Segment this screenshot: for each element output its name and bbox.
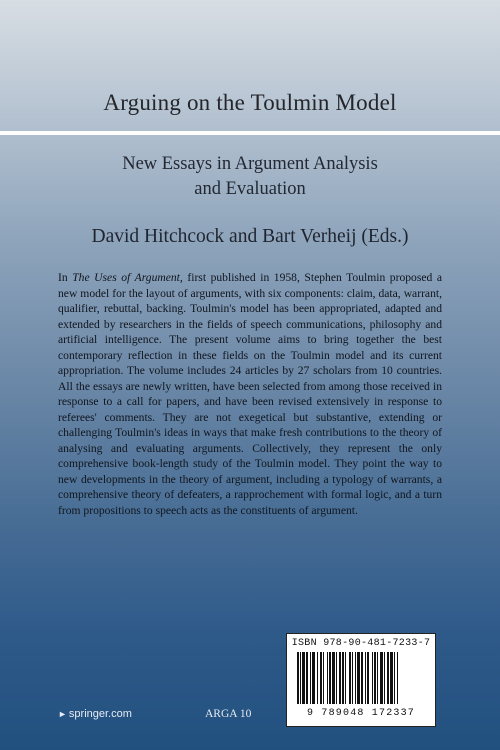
blurb-body: first published in 1958, Stephen Toulmin proposed a new model for the layout of arguments, with six components: claim, data, warrant, qualifier, rebuttal, backing. Toulmin's model has been appropriated, adapted and extended by researchers in the fields of speech communications, philosophy and artificial intelligence. The present volume aims to bring together the best contemporary reflection in these fields on the Toulmin model and its current appropriation. The volume includes 24 articles by 27 scholars from 10 countries. All the essays are newly written, have been selected from among those received in response to a call for papers, and have been revised extensively in response to referees' comments. They are not exegetical but substantive, extending or challenging Toulmin's ideas in ways that make fresh contributions to the theory of analysing and evaluating arguments. Collectively, they represent the only comprehensive book-length study of the Toulmin model. They point the way to new developments in the theory of argument, including a typology of warrants, a comprehensive theory of defeaters, a rapprochement with formal logic, and a turn from propositions to speech acts as the constituents of argument. [58, 271, 442, 517]
book-subtitle [0, 152, 500, 202]
series-label: ARGA 10 [205, 708, 252, 720]
arrow-right-icon: ► [58, 709, 67, 719]
subtitle-line-1: New Essays in Argument Analysis [122, 154, 378, 174]
publisher-link[interactable] [58, 708, 132, 720]
barcode-icon [297, 652, 425, 710]
isbn-label: ISBN 978-90-481-7233-7 [291, 638, 431, 649]
publisher-label: springer.com [68, 708, 132, 720]
blurb-book-title: The Uses of Argument, [72, 271, 183, 284]
barcode-box [286, 633, 436, 727]
blurb-lead: In [58, 271, 73, 284]
book-title: Arguing on the Toulmin Model [103, 90, 397, 115]
title-divider [0, 131, 500, 135]
back-cover-blurb [58, 270, 442, 518]
barcode-digits: 9 789048 172337 [306, 708, 415, 719]
book-authors: David Hitchcock and Bart Verheij (Eds.) [91, 226, 409, 247]
subtitle-line-2: and Evaluation [194, 179, 306, 199]
